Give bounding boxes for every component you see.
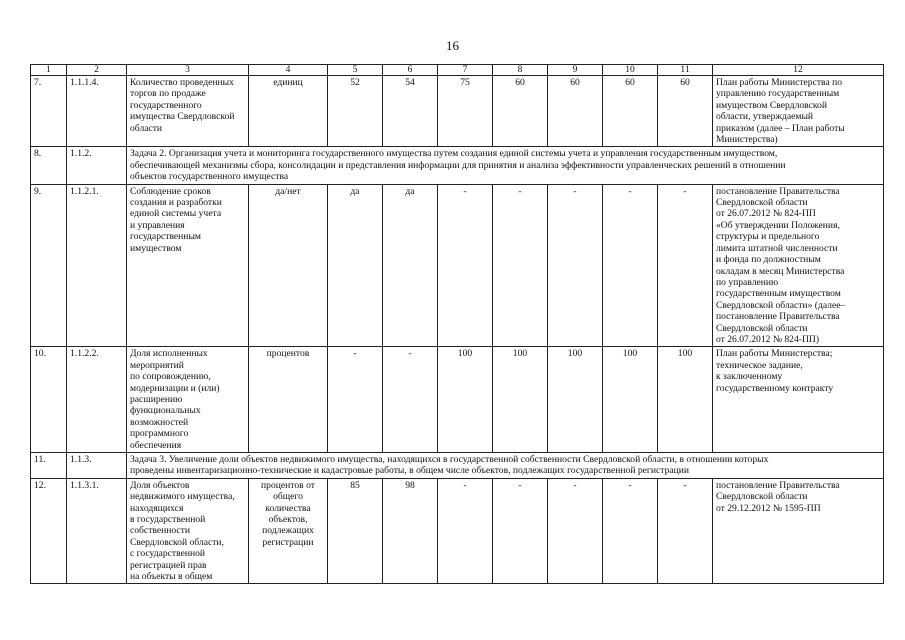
value-cell: -	[493, 478, 548, 584]
row-number: 7.	[31, 76, 67, 147]
task-row	[31, 147, 884, 184]
value-cell: -	[603, 478, 658, 584]
value-cell: -	[438, 184, 493, 347]
indicator-name: Доля объектов недвижимого имущества, находящихся в государственной собственности Свердловской области, с государственной регистрацией прав на объекты в общем	[127, 478, 249, 584]
value-cell: -	[438, 478, 493, 584]
row-number: 11.	[31, 453, 67, 479]
row-code: 1.1.2.1.	[67, 184, 127, 347]
header-cell: 4	[249, 65, 328, 76]
indicator-source: План работы Министерства по управлению государственным имуществом Свердловской области, утверждаемый приказом (далее – План работы Министерства)	[713, 76, 884, 147]
row-number: 8.	[31, 147, 67, 184]
indicator-source: постановление Правительства Свердловской области от 26.07.2012 № 824-ПП «Об утверждении Положения, структуры и предельного лимита штатной численности и фонда по должностным окладам в месяц Министерства по управлению государственным имуществом Свердловской области» (далее– постановление Правительства Свердловской области от 26.07.2012 № 824-ПП)	[713, 184, 884, 347]
header-cell: 8	[493, 65, 548, 76]
table-row	[31, 76, 884, 147]
value-cell: 60	[548, 76, 603, 147]
row-number: 10.	[31, 347, 67, 453]
indicator-unit: процентов	[249, 347, 328, 453]
value-cell: -	[548, 184, 603, 347]
indicators-table	[30, 64, 884, 584]
header-cell: 7	[438, 65, 493, 76]
value-cell: 100	[658, 347, 713, 453]
value-cell: -	[328, 347, 383, 453]
header-row	[31, 65, 884, 76]
header-cell: 3	[127, 65, 249, 76]
indicator-name: Количество проведенных торгов по продаже государственного имущества Свердловской области	[127, 76, 249, 147]
value-cell: 100	[493, 347, 548, 453]
value-cell: -	[658, 478, 713, 584]
value-cell: да	[328, 184, 383, 347]
header-cell: 12	[713, 65, 884, 76]
value-cell: 60	[493, 76, 548, 147]
indicator-source: План работы Министерства; техническое задание, к заключенному государственному контракту	[713, 347, 884, 453]
value-cell: 75	[438, 76, 493, 147]
header-cell: 5	[328, 65, 383, 76]
table-row	[31, 184, 884, 347]
value-cell: -	[603, 184, 658, 347]
value-cell: 100	[548, 347, 603, 453]
value-cell: -	[658, 184, 713, 347]
table-row	[31, 347, 884, 453]
page-number: 16	[446, 38, 459, 53]
value-cell: 98	[383, 478, 438, 584]
indicator-name: Доля исполненных мероприятий по сопровождению, модернизации и (или) расширению функциональных возможностей программного обеспечения	[127, 347, 249, 453]
header-cell: 2	[67, 65, 127, 76]
row-code: 1.1.3.	[67, 453, 127, 479]
task-text: Задача 3. Увеличение доли объектов недвижимого имущества, находящихся в государственной собственности Свердловской области, в отношении которых проведены инвентаризационно-технические и кадастровые работы, в общем числе объектов, подлежащих государственной регистрации	[127, 453, 884, 479]
value-cell: 60	[658, 76, 713, 147]
row-code: 1.1.2.	[67, 147, 127, 184]
task-text: Задача 2. Организация учета и мониторинга государственного имущества путем создания единой системы учета и управления государственным имуществом, обеспечивающей механизмы сбора, консолидации и представления информации для принятия и анализа эффективности управленческих решений в отношении объектов государственного имущества	[127, 147, 884, 184]
row-code: 1.1.2.2.	[67, 347, 127, 453]
value-cell: да	[383, 184, 438, 347]
value-cell: 52	[328, 76, 383, 147]
header-cell: 11	[658, 65, 713, 76]
value-cell: 85	[328, 478, 383, 584]
header-cell: 1	[31, 65, 67, 76]
indicator-source: постановление Правительства Свердловской области от 29.12.2012 № 1595-ПП	[713, 478, 884, 584]
row-code: 1.1.3.1.	[67, 478, 127, 584]
row-code: 1.1.1.4.	[67, 76, 127, 147]
header-cell: 6	[383, 65, 438, 76]
value-cell: 54	[383, 76, 438, 147]
row-number: 12.	[31, 478, 67, 584]
indicator-unit: да/нет	[249, 184, 328, 347]
value-cell: -	[383, 347, 438, 453]
header-cell: 9	[548, 65, 603, 76]
row-number: 9.	[31, 184, 67, 347]
value-cell: -	[548, 478, 603, 584]
header-cell: 10	[603, 65, 658, 76]
value-cell: 100	[603, 347, 658, 453]
indicator-unit: единиц	[249, 76, 328, 147]
value-cell: -	[493, 184, 548, 347]
table-row	[31, 478, 884, 584]
value-cell: 60	[603, 76, 658, 147]
task-row	[31, 453, 884, 479]
indicator-name: Соблюдение сроков создания и разработки единой системы учета и управления государственным имуществом	[127, 184, 249, 347]
indicator-unit: процентов от общего количества объектов, подлежащих регистрации	[249, 478, 328, 584]
value-cell: 100	[438, 347, 493, 453]
